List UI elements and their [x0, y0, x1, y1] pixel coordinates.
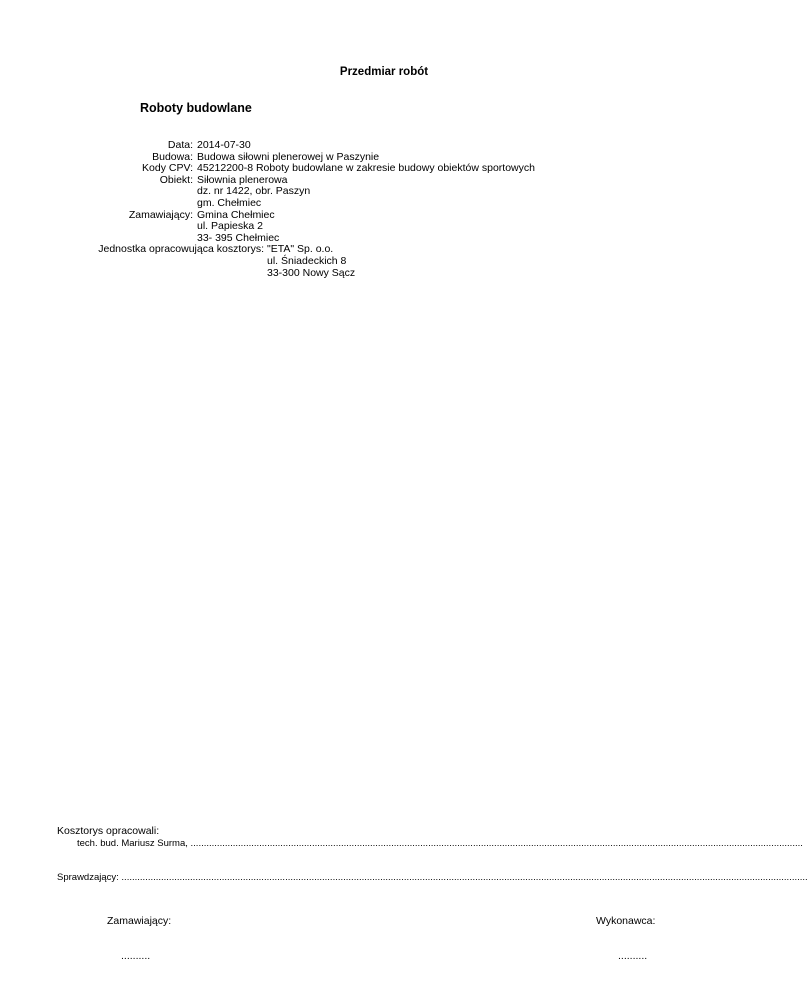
section-title: Roboty budowlane [140, 101, 252, 115]
jednostka-label: Jednostka opracowująca kosztorys: [98, 243, 264, 256]
wykonawca-sign-label: Wykonawca: [596, 915, 656, 927]
data-label: Data: [167, 139, 193, 151]
author-line [77, 838, 803, 849]
zamawiajacy-line: ul. Papieska 2 [197, 220, 263, 233]
budowa-label: Budowa: [152, 150, 193, 163]
author-dots: ........................................................................................................................................................................................................................................ [187, 838, 803, 849]
zamawiajacy-line: 33- 395 Chełmiec [197, 231, 280, 244]
sprawdzajacy-dots: .................................................................................................................................................................................................................................................................... [118, 872, 808, 883]
cpv-label: Kody CPV: [142, 162, 193, 175]
author-name: tech. bud. Mariusz Surma, [77, 838, 188, 849]
sprawdzajacy-line [57, 872, 808, 883]
budowa-value: Budowa siłowni plenerowej w Paszynie [197, 150, 380, 163]
data-value: 2014-07-30 [197, 139, 251, 151]
obiekt-line: gm. Chełmiec [197, 197, 262, 209]
cpv-value: 45212200-8 Roboty budowlane w zakresie budowy obiektów sportowych [197, 162, 535, 175]
obiekt-line: dz. nr 1422, obr. Paszyn [197, 185, 311, 198]
zamawiajacy-signature: .......... [121, 950, 151, 962]
wykonawca-signature: .......... [618, 950, 648, 962]
document-title: Przedmiar robót [339, 66, 429, 78]
zamawiajacy-sign-label: Zamawiający: [107, 915, 172, 927]
jednostka-line: ul. Śniadeckich 8 [267, 255, 347, 267]
zamawiajacy-line: Gmina Chełmiec [197, 208, 275, 221]
zamawiajacy-label: Zamawiający: [128, 208, 193, 221]
opracowali-label: Kosztorys opracowali: [57, 825, 160, 837]
jednostka-line: "ETA" Sp. o.o. [267, 243, 334, 256]
obiekt-label: Obiekt: [159, 173, 193, 186]
sprawdzajacy-label: Sprawdzający: [57, 872, 119, 883]
obiekt-line: Siłownia plenerowa [197, 173, 288, 186]
jednostka-line: 33-300 Nowy Sącz [267, 266, 356, 279]
